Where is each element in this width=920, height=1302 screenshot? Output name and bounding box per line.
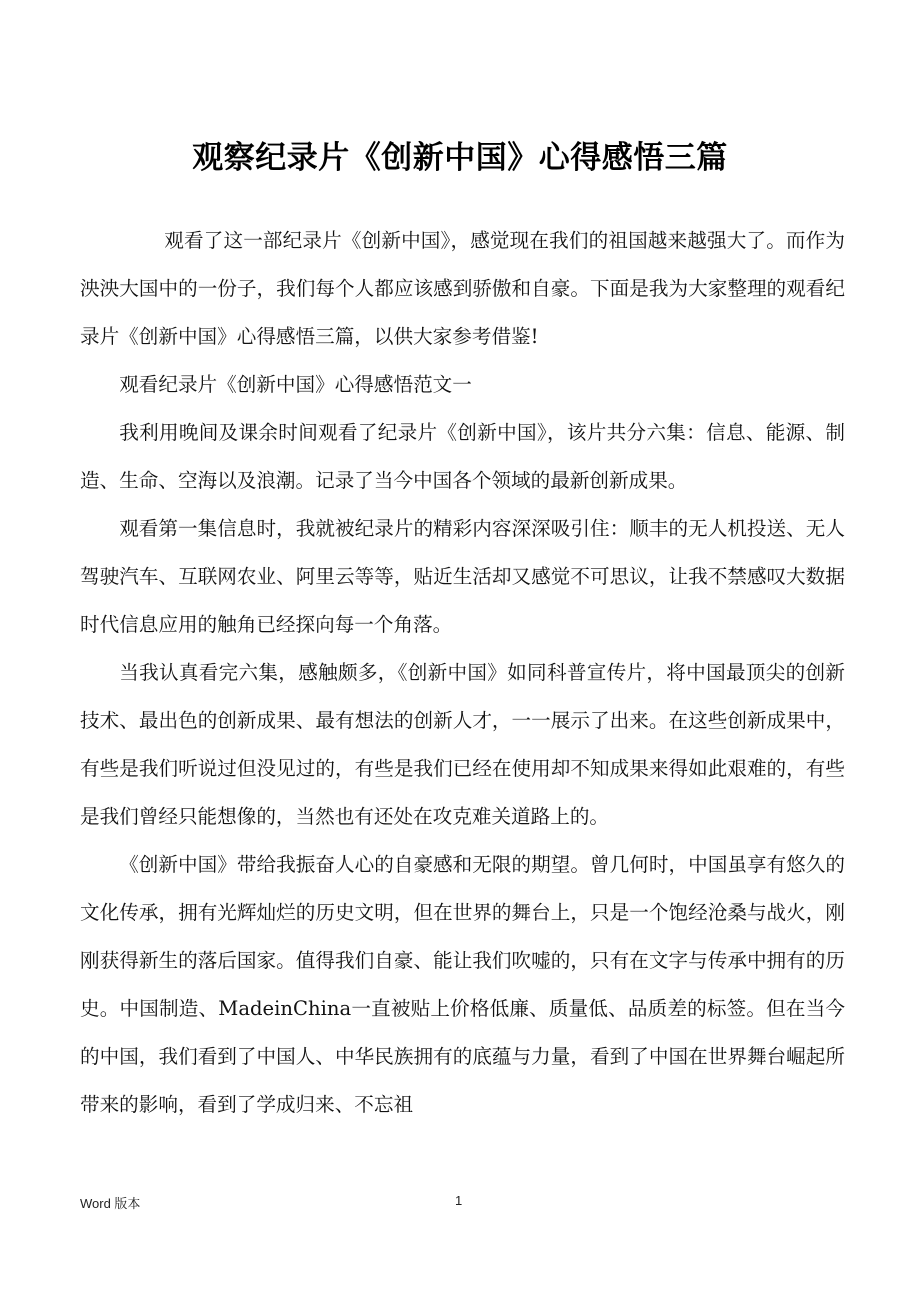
document-title: 观察纪录片《创新中国》心得感悟三篇 [192,140,728,176]
body-paragraph: 当我认真看完六集，感触颇多，《创新中国》如同科普宣传片，将中国最顶尖的创新技术、最出色的创新成果、最有想法的创新人才，一一展示了出来。在这些创新成果中，有些是我们听说过但没见过的，有些是我们已经在使用却不知成果来得如此艰难的，有些是我们曾经只能想像的，当然也有还处在攻克难关道路上的。 [80,661,845,828]
body-paragraph: 我利用晚间及课余时间观看了纪录片《创新中国》，该片共分六集：信息、能源、制造、生命、空海以及浪潮。记录了当今中国各个领域的最新创新成果。 [80,421,845,492]
body-paragraph: 观看第一集信息时，我就被纪录片的精彩内容深深吸引住：顺丰的无人机投送、无人驾驶汽车、互联网农业、阿里云等等，贴近生活却又感觉不可思议，让我不禁感叹大数据时代信息应用的触角已经探向每一个角落。 [80,517,845,636]
document-body [80,217,845,1129]
section-heading: 观看纪录片《创新中国》心得感悟范文一 [119,373,472,396]
intro-paragraph: 观看了这一部纪录片《创新中国》，感觉现在我们的祖国越来越强大了。而作为泱泱大国中的一份子，我们每个人都应该感到骄傲和自豪。下面是我为大家整理的观看纪录片《创新中国》心得感悟三篇，以供大家参考借鉴! [80,229,845,348]
body-paragraph: 《创新中国》带给我振奋人心的自豪感和无限的期望。曾几何时，中国虽享有悠久的文化传承，拥有光辉灿烂的历史文明，但在世界的舞台上，只是一个饱经沧桑与战火，刚刚获得新生的落后国家。值得我们自豪、能让我们吹嘘的，只有在文字与传承中拥有的历史。中国制造、MadeinChina一直被贴上价格低廉、质量低、品质差的标签。但在当今的中国，我们看到了中国人、中华民族拥有的底蕴与力量，看到了中国在世界舞台崛起所带来的影响，看到了学成归来、不忘祖 [80,853,845,1116]
footer-label: Word 版本 [80,1196,141,1211]
page-number: 1 [455,1193,463,1208]
